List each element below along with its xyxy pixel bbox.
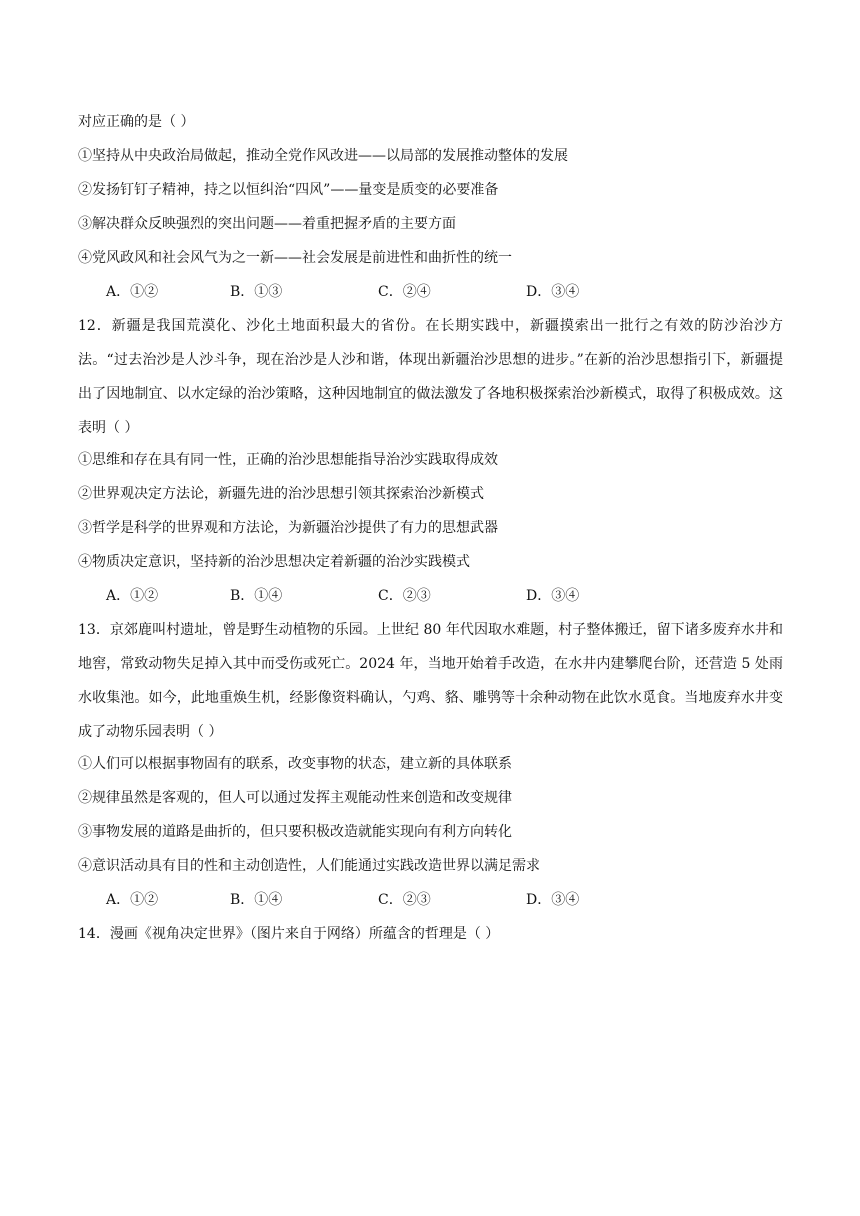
q12-statement-2: ②世界观决定方法论，新疆先进的治沙思想引领其探索治沙新模式 — [78, 486, 484, 502]
q11-option-a: A．①② — [106, 284, 159, 300]
q13-statement-4: ④意识活动具有目的性和主动创造性，人们能通过实践改造世界以满足需求 — [78, 858, 540, 874]
q11-statement-2: ②发扬钉钉子精神，持之以恒纠治“四风”——量变是质变的必要准备 — [78, 182, 499, 198]
q11-option-c: C．②④ — [378, 284, 431, 300]
q13-option-a: A．①② — [106, 892, 159, 908]
q13-stem: 13．京郊鹿叫村遗址，曾是野生动植物的乐园。上世纪 80 年代因取水难题，村子整体搬迁，留下诸多废弃水井和地窖，常致动物失足掉入其中而受伤或死亡。2024 年，当地开始着手改造，在水井内建攀爬台阶，还营造 5 处雨水收集池。如今，此地重焕生机，经影像资料确认，勺鸡、貉、雕鸮等十余种动物在此饮水觅食。当地废弃水井变成了动物乐园表明（ ） — [78, 622, 783, 740]
q13-statement-1: ①人们可以根据事物固有的联系，改变事物的状态，建立新的具体联系 — [78, 756, 512, 772]
q12-statement-4: ④物质决定意识，坚持新的治沙思想决定着新疆的治沙实践模式 — [78, 554, 470, 570]
q11-statement-3: ③解决群众反映强烈的突出问题——着重把握矛盾的主要方面 — [78, 216, 456, 232]
q12-statement-3: ③哲学是科学的世界观和方法论，为新疆治沙提供了有力的思想武器 — [78, 520, 498, 536]
q13-statement-2: ②规律虽然是客观的，但人可以通过发挥主观能动性来创造和改变规律 — [78, 790, 512, 806]
q11-stem-tail: 对应正确的是（ ） — [78, 114, 195, 130]
q13-option-d: D．③④ — [526, 892, 580, 908]
q12-stem: 12．新疆是我国荒漠化、沙化土地面积最大的省份。在长期实践中，新疆摸索出一批行之有效的防沙治沙方法。“过去治沙是人沙斗争，现在治沙是人沙和谐，体现出新疆治沙思想的进步。”在新的治沙思想指引下，新疆提出了因地制宜、以水定绿的治沙策略，这种因地制宜的做法激发了各地积极探索治沙新模式，取得了积极成效。这表明（ ） — [78, 318, 783, 436]
q12-option-b: B．①④ — [230, 588, 283, 604]
q12-option-a: A．①② — [106, 588, 159, 604]
q12-option-d: D．③④ — [526, 588, 580, 604]
q11-option-d: D．③④ — [526, 284, 580, 300]
q13-statement-3: ③事物发展的道路是曲折的，但只要积极改造就能实现向有利方向转化 — [78, 824, 512, 840]
q13-option-c: C．②③ — [378, 892, 431, 908]
q12-statement-1: ①思维和存在具有同一性，正确的治沙思想能指导治沙实践取得成效 — [78, 452, 498, 468]
q13-option-b: B．①④ — [230, 892, 283, 908]
q12-option-c: C．②③ — [378, 588, 431, 604]
q11-statement-1: ①坚持从中央政治局做起，推动全党作风改进——以局部的发展推动整体的发展 — [78, 148, 568, 164]
q14-stem: 14．漫画《视角决定世界》（图片来自于网络）所蕴含的哲理是（ ） — [78, 926, 500, 942]
q11-option-b: B．①③ — [230, 284, 283, 300]
q11-statement-4: ④党风政风和社会风气为之一新——社会发展是前进性和曲折性的统一 — [78, 250, 512, 266]
